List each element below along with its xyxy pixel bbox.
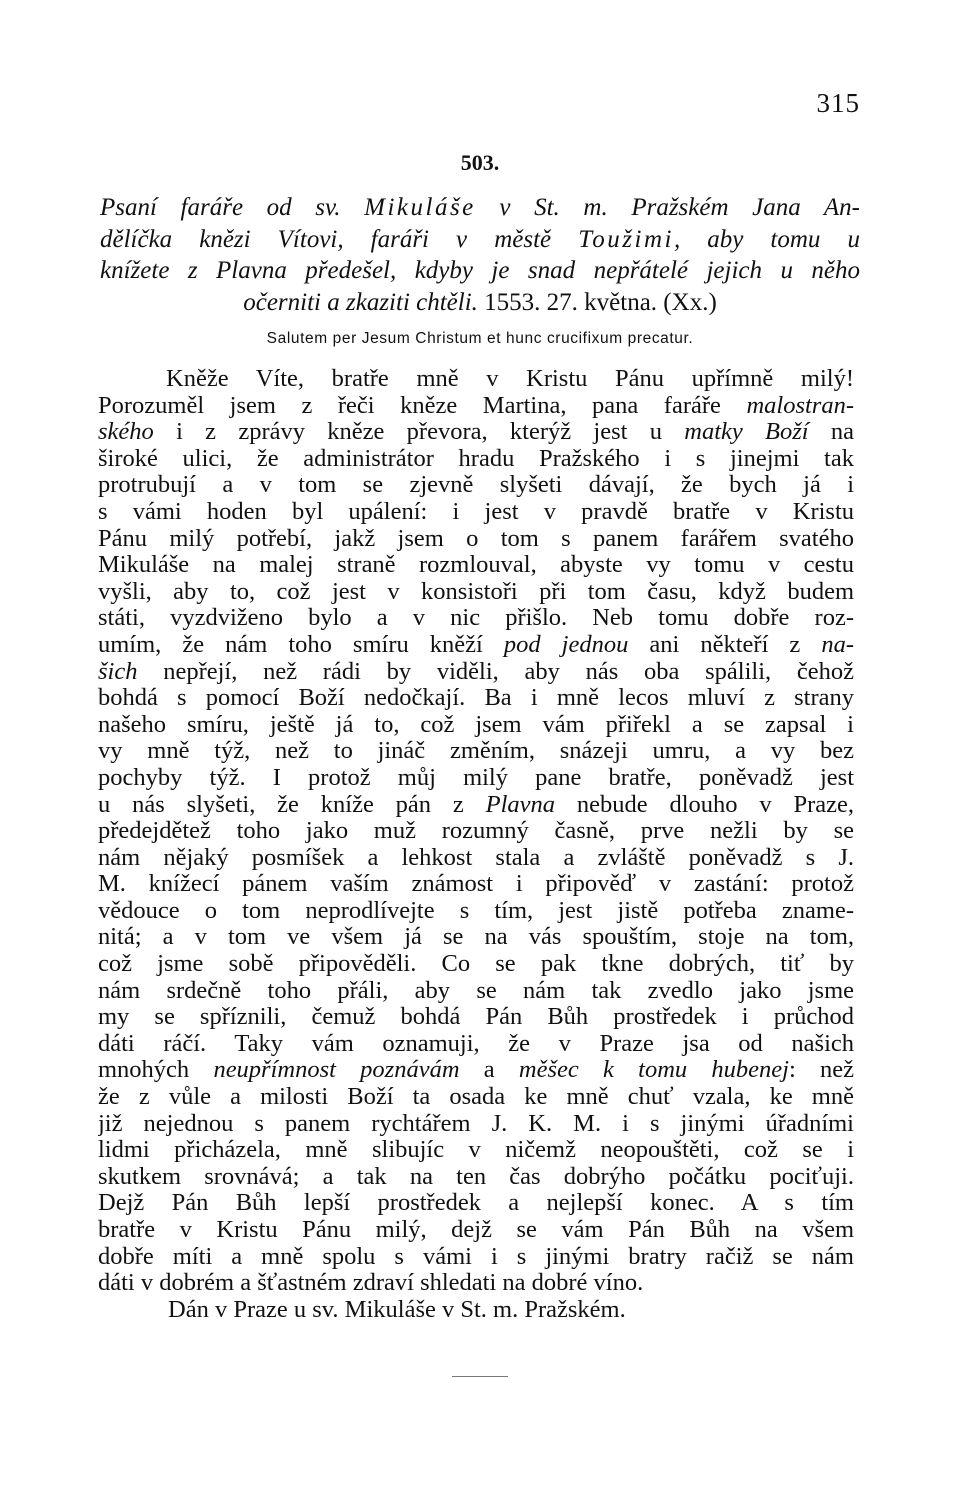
text-line: nitá; a v tom ve všem já se na vás spouštím, stoje na tom, <box>98 924 854 951</box>
text-line: dobře míti a mně spolu s vámi i s jinými bratry račiž se nám <box>98 1243 854 1270</box>
text-line: s vámi hoden byl upálení: i jest v pravdě bratře v Kristu <box>98 498 854 525</box>
text-line: našeho smíru, ještě já to, což jsem vám přiřekl a se zapsal i <box>98 711 854 738</box>
text-line: my se spříznili, čemuž bohdá Pán Bůh prostředek i průchod <box>98 1004 854 1031</box>
text-line: dáti v dobrém a šťastném zdraví shledati na dobré víno. <box>98 1270 644 1297</box>
text-line: vy mně týž, než to jináč změním, snázeji umru, a vy bez <box>98 738 854 765</box>
text-line: bratře v Kristu Pánu milý, dejž se vám Pán Bůh na všem <box>98 1217 854 1243</box>
text-line: Porozuměl jsem z řeči kněze Martina, pana faráře malostran- <box>98 392 854 419</box>
heading-line: Psaní faráře od sv. Mikuláše v St. m. Pražském Jana An- <box>100 194 860 221</box>
heading-line: knížete z Plavna předešel, kdyby je snad nepřátelé jejich u něho <box>100 257 860 284</box>
salutation: Salutem per Jesum Christum et hunc crucifixum precatur. <box>266 330 694 347</box>
document-number: 503. <box>460 150 500 175</box>
heading-line: očerniti a zkaziti chtěli. 1553. 27. května. (Xx.) <box>243 288 717 316</box>
text-line: což jsme sobě připověděli. Co se pak tkne dobrých, tiť by <box>98 951 854 978</box>
text-line: vědouce o tom neprodlívejte s tím, jest jistě potřeba zname- <box>98 897 854 924</box>
text-line: že z vůle a milosti Boží ta osada ke mně chuť vzala, ke mně <box>98 1084 854 1111</box>
text-line: vyšli, aby to, což jest v konsistoři při tom času, když budem <box>98 578 854 605</box>
text-line: protrubují a v tom se zjevně slyšeti dávají, že bych já i <box>98 472 854 499</box>
text-line: šich nepřejí, než rádi by viděli, aby nás oba spálili, čehož <box>98 658 854 685</box>
text-line: pochyby týž. I protož můj milý pane bratře, poněvadž jest <box>98 764 854 791</box>
text-line: nám srdečně toho přáli, aby se nám tak zvedlo jako jsme <box>98 977 854 1004</box>
dateline: Dán v Praze u sv. Mikuláše v St. m. Pražském. <box>168 1296 626 1323</box>
text-line: předejdětež toho jako muž rozumný časně, prve nežli by se <box>98 818 854 845</box>
text-line: skutkem srovnává; a tak na ten čas dobrýho počátku pociťuji. <box>98 1163 854 1190</box>
closing-rule <box>452 1376 508 1377</box>
text-line: nám nějaký posmíšek a lehkost stala a zvláště poněvadž s J. <box>98 844 854 871</box>
text-line: bohdá s pomocí Boží nedočkají. Ba i mně lecos mluví z strany <box>98 685 854 712</box>
text-line: Dejž Pán Bůh lepší prostředek a nejlepší konec. A s tím <box>98 1190 854 1217</box>
text-line: dáti ráčí. Taky vám oznamuji, že v Praze jsa od našich <box>98 1030 854 1057</box>
text-line: u nás slyšeti, že kníže pán z Plavna nebude dlouho v Praze, <box>98 791 854 818</box>
heading-line: dělíčka knězi Vítovi, faráři v městě Toužimi, aby tomu u <box>100 225 860 253</box>
text-line: již nejednou s panem rychtářem J. K. M. i s jinými úřadními <box>98 1110 854 1137</box>
text-line: umím, že nám toho smíru kněží pod jednou ani někteří z na- <box>98 631 854 658</box>
text-line: Kněže Víte, bratře mně v Kristu Pánu upřímně milý! <box>166 366 854 392</box>
text-line: mnohých neupřímnost poznávám a měšec k tomu hubenej: než <box>98 1057 854 1084</box>
text-line: lidmi přicházela, mně slibujíc v ničemž neopouštěti, což se i <box>98 1137 854 1164</box>
text-line: M. knížecí pánem vaším známost i připověď v zastání: protož <box>98 871 854 898</box>
page-number: 315 <box>816 88 860 118</box>
document-heading <box>100 192 860 318</box>
text-line: Pánu milý potřebí, jakž jsem o tom s panem farářem svatého <box>98 525 854 552</box>
text-line: státi, vyzdviženo bylo a v nic přišlo. Neb tomu dobře roz- <box>98 605 854 632</box>
text-line: Mikuláše na malej straně rozmlouval, abyste vy tomu v cestu <box>98 552 854 579</box>
text-line: ského i z zprávy kněze převora, kterýž jest u matky Boží na <box>98 419 854 446</box>
text-line: široké ulici, že administrátor hradu Pražského i s jinejmi tak <box>98 445 854 472</box>
letter-body <box>98 366 854 1323</box>
